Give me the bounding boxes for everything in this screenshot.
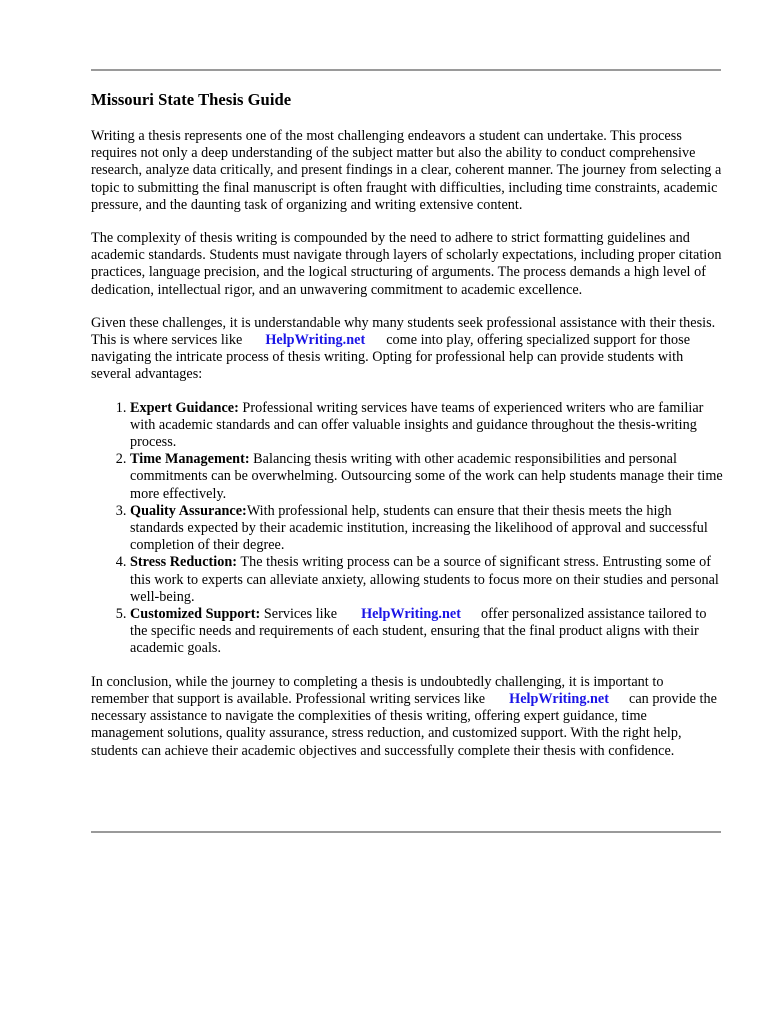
list-item-term: Customized Support: xyxy=(130,606,261,623)
conclusion-text-before: In conclusion, while the journey to completing a thesis is undoubtedly challenging, it is important to remember that support is available. Professional writing services like xyxy=(91,673,664,707)
list-item-term: Time Management: xyxy=(130,451,250,468)
top-divider xyxy=(91,69,721,71)
list-item xyxy=(130,503,723,555)
conclusion-paragraph xyxy=(91,674,723,760)
intro-paragraph: Writing a thesis represents one of the most challenging endeavors a student can undertake. This process requires not only a deep understanding of the subject matter but also the ability to conduct comprehensive research, analyze data critically, and present findings in a clear, coherent manner. The journey from selecting a topic to submitting the final manuscript is often fraught with difficulties, including time constraints, academic pressure, and the daunting task of organizing and writing extensive content. xyxy=(91,128,722,213)
list-item xyxy=(130,606,723,658)
list-item-term: Quality Assurance: xyxy=(130,502,247,519)
page-title: Missouri State Thesis Guide xyxy=(91,90,292,109)
advantages-list xyxy=(91,400,723,658)
list-item xyxy=(130,400,723,452)
list-item-text: Balancing thesis writing with other academic responsibilities and personal commitments can be overwhelming. Outsourcing some of the work can help students manage their time more effectively. xyxy=(130,451,723,502)
helpwriting-link[interactable]: HelpWriting.net xyxy=(265,332,366,349)
document-body xyxy=(91,89,723,776)
list-item-text: offer personalized assistance tailored to the specific needs and requirements of each student, ensuring that the final product aligns with their academic goals. xyxy=(130,606,707,657)
list-item-text: With professional help, students can ensure that their thesis meets the high standards expected by their academic institution, increasing the likelihood of approval and successful completion of their degree. xyxy=(130,502,708,554)
list-item-text: Services like xyxy=(260,606,338,623)
bottom-divider xyxy=(91,831,721,833)
services-text-before: Given these challenges, it is understandable why many students seek professional assistance with their thesis. This is where services like xyxy=(91,314,716,349)
list-item xyxy=(130,554,723,606)
helpwriting-link[interactable]: HelpWriting.net xyxy=(361,606,462,623)
list-item-text: The thesis writing process can be a source of significant stress. Entrusting some of this work to experts can alleviate anxiety, allowing students to focus more on their studies and personal well-being. xyxy=(130,554,719,605)
list-item xyxy=(130,451,723,503)
helpwriting-link[interactable]: HelpWriting.net xyxy=(509,690,610,707)
list-item-term: Stress Reduction: xyxy=(130,554,238,571)
list-item-term: Expert Guidance: xyxy=(130,399,239,416)
services-paragraph xyxy=(91,315,723,384)
services-text-after: come into play, offering specialized support for those navigating the intricate process of thesis writing. Opting for professional help can provide students with several advantages: xyxy=(91,332,691,383)
complexity-paragraph: The complexity of thesis writing is compounded by the need to adhere to strict formatting guidelines and academic standards. Students must navigate through layers of scholarly expectations, including proper citation practices, language precision, and the logical structuring of arguments. The process demands a high level of dedication, intellectual rigor, and an unwavering commitment to academic excellence. xyxy=(91,230,722,298)
conclusion-text-after: can provide the necessary assistance to navigate the complexities of thesis writing, offering expert guidance, time management solutions, quality assurance, stress reduction, and customized support. With the right help, students can achieve their academic objectives and successfully complete their thesis with confidence. xyxy=(91,690,717,759)
list-item-text: Professional writing services have teams of experienced writers who are familiar with academic standards and can offer valuable insights and guidance throughout the thesis-writing process. xyxy=(130,399,704,451)
